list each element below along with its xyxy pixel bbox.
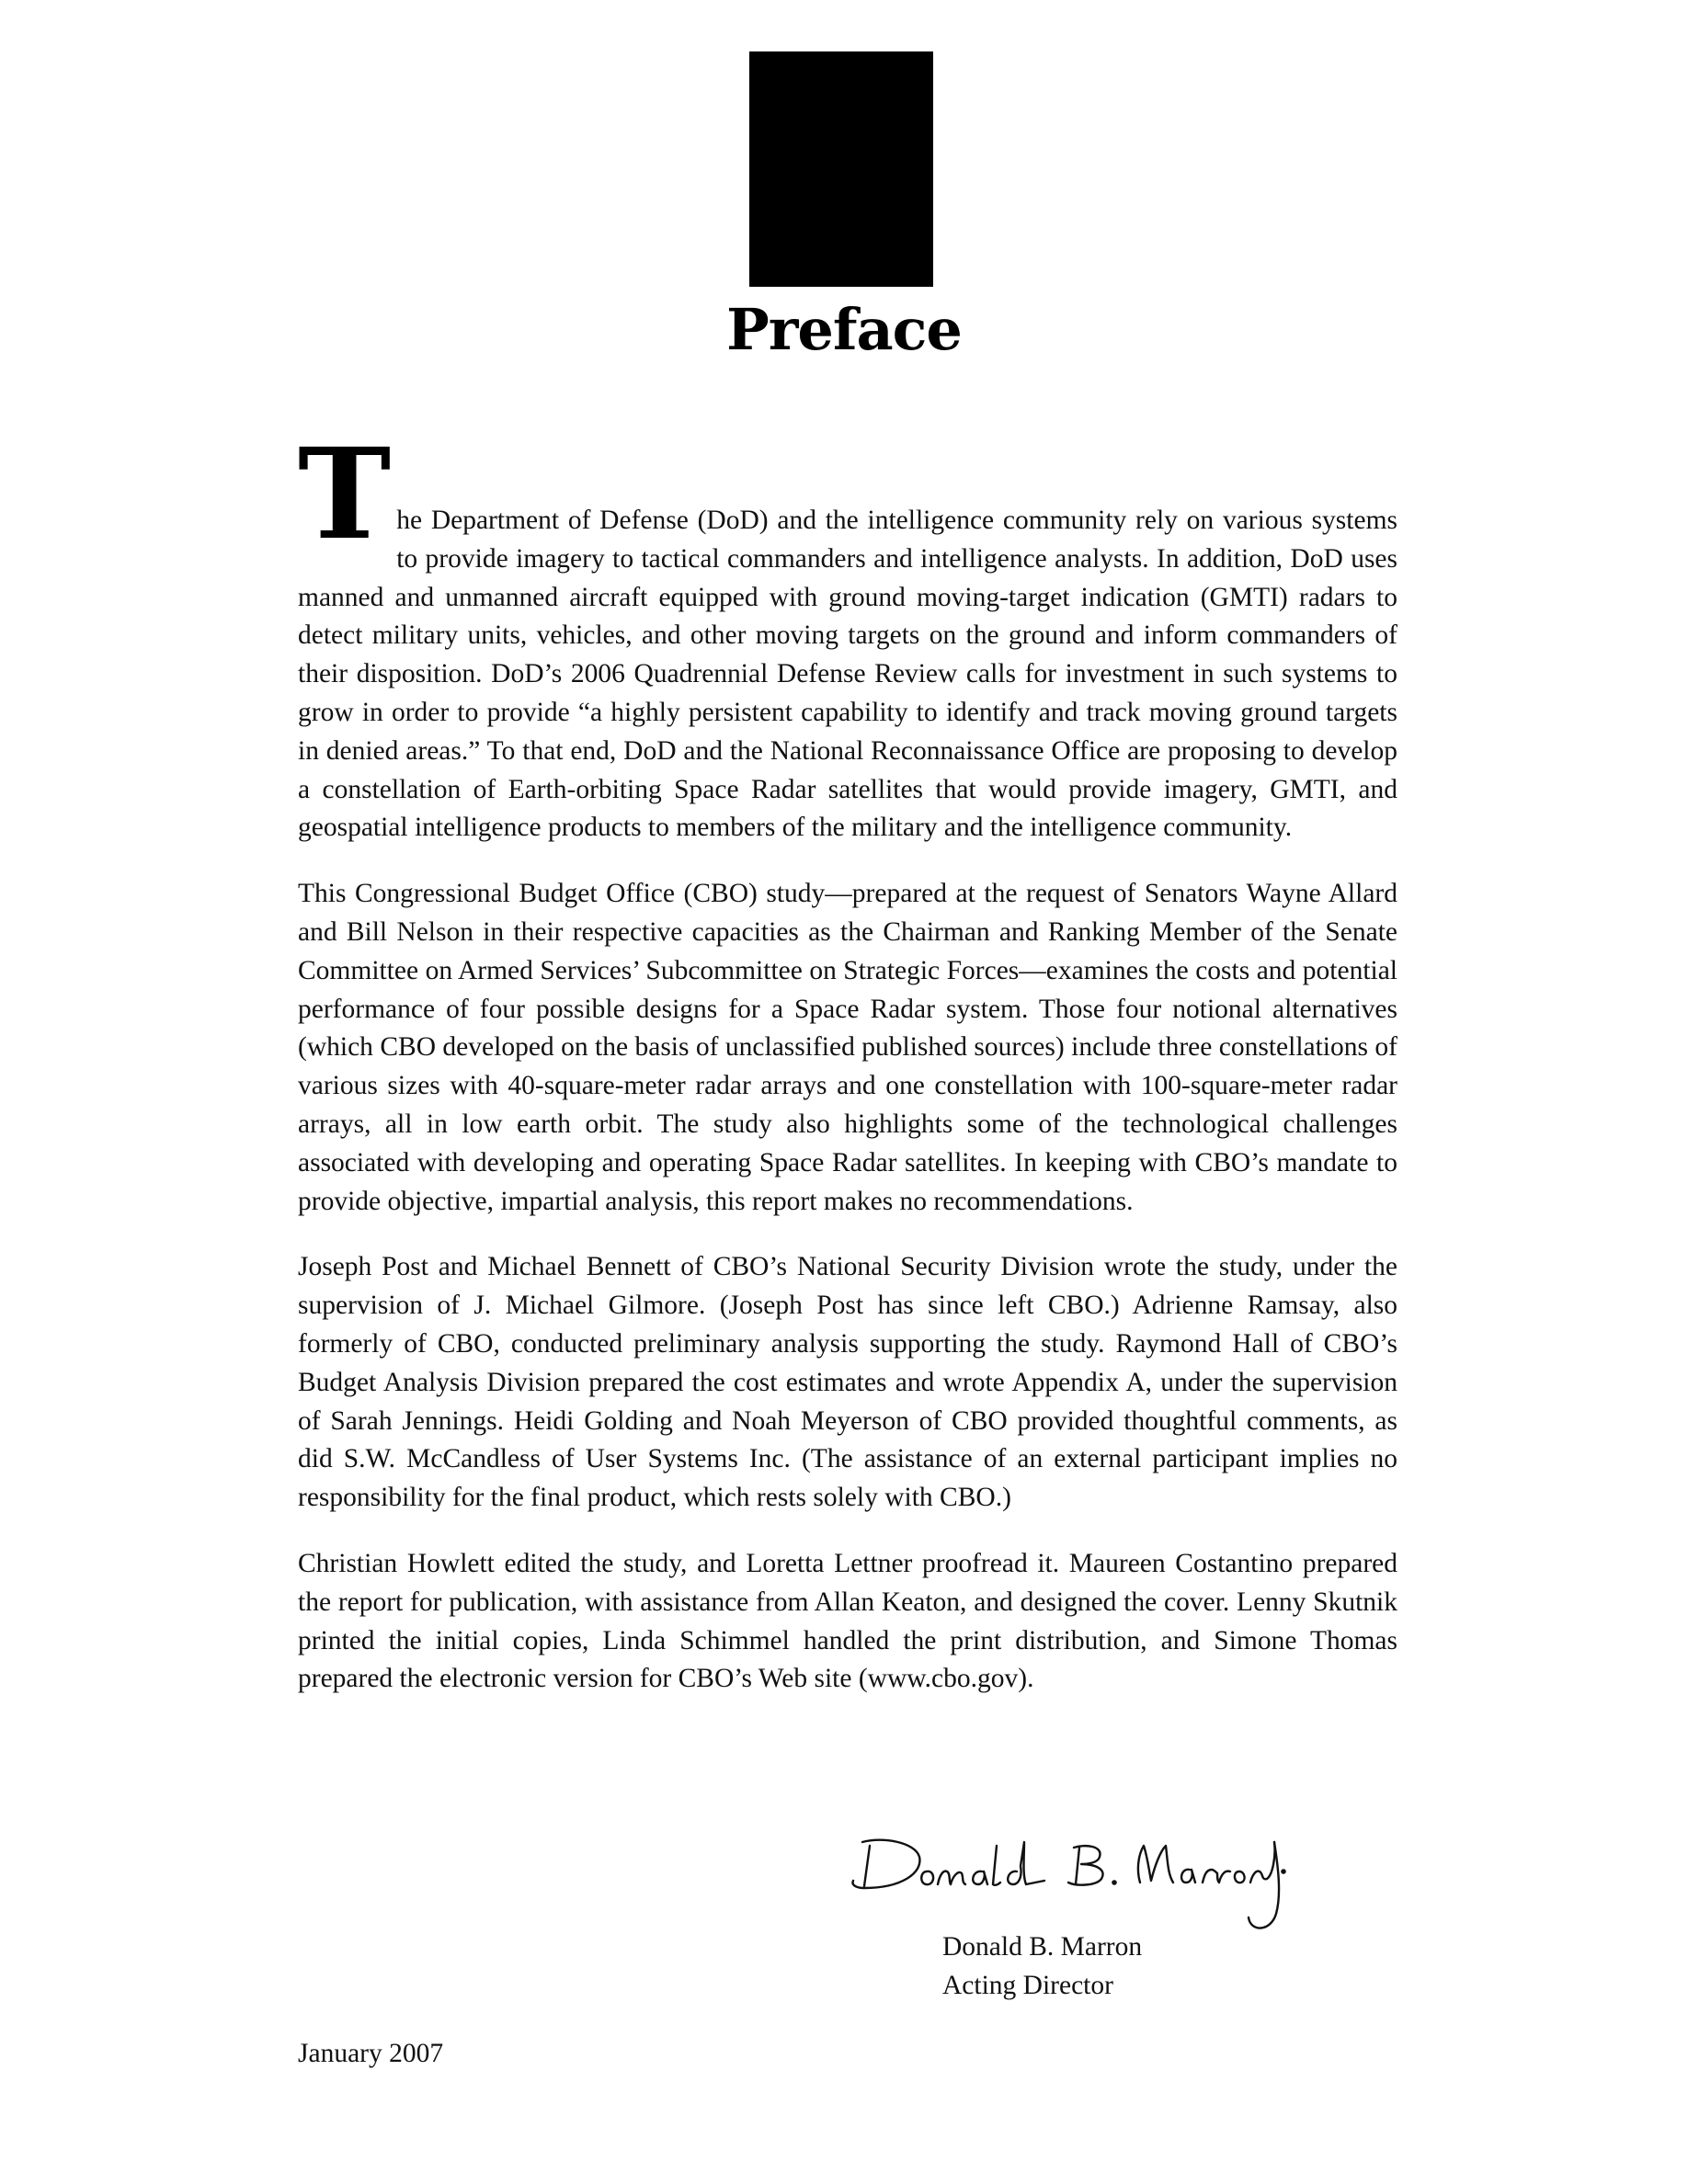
paragraph-1 (298, 421, 1397, 847)
signature-drawing (827, 1829, 1287, 1939)
paragraph-1-text: he Department of Defense (DoD) and the intelligence community rely on various systems to provide imagery to tactical commanders and intelligence analysts. In addition, DoD uses manned and unmanned aircraft equipped with ground moving-target indication (GMTI) radars to detect military units, vehicles, and other moving targets on the ground and inform commanders of their disposition. DoD’s 2006 Quadrennial Defense Review calls for investment in such systems to grow in order to provide “a highly persistent capability to identify and track moving ground targets in denied areas.” To that end, DoD and the National Reconnaissance Office are proposing to develop a constellation of Earth-orbiting Space Radar satellites that would provide imagery, GMTI, and geospatial intelligence products to members of the military and the intelligence community. (298, 506, 1397, 843)
page-title: Preface (726, 296, 962, 363)
preface-body (298, 421, 1397, 1726)
paragraph-3: Joseph Post and Michael Bennett of CBO’s National Security Division wrote the study, under the supervision of J. Michael Gilmore. (Joseph Post has since left CBO.) Adrienne Ramsay, also formerly of CBO, conducted preliminary analysis supporting the study. Raymond Hall of CBO’s Budget Analysis Division prepared the cost estimates and wrote Appendix A, under the supervision of Sarah Jennings. Heidi Golding and Noah Meyerson of CBO provided thoughtful comments, as did S.W. McCandless of User Systems Inc. (The assistance of an external participant implies no responsibility for the final product, which rests solely with CBO.) (298, 1252, 1397, 1513)
paragraph-2: This Congressional Budget Office (CBO) study—prepared at the request of Senators Wayne Allard and Bill Nelson in their respective capacities as the Chairman and Ranking Member of the Senate Committee on Armed Services’ Subcommittee on Strategic Forces—examines the costs and potential performance of four possible designs for a Space Radar system. Those four notional alternatives (which CBO developed on the basis of unclassified published sources) include three constellations of various sizes with 40-square-meter radar arrays and one constellation with 100-square-meter radar arrays, all in low earth orbit. The study also highlights some of the technological challenges associated with developing and operating Space Radar satellites. In keeping with CBO’s mandate to provide objective, impartial analysis, this report makes no recommendations. (298, 879, 1397, 1216)
paragraph-4: Christian Howlett edited the study, and Loretta Lettner proofread it. Maureen Costantino prepared the report for publication, with assistance from Allan Keaton, and designed the cover. Lenny Skutnik printed the initial copies, Linda Schimmel handled the print distribution, and Simone Thomas prepared the electronic version for CBO’s Web site (www.cbo.gov). (298, 1548, 1397, 1694)
publication-date: January 2007 (298, 2039, 444, 2068)
signatory-name: Donald B. Marron (942, 1932, 1143, 1962)
drop-cap: T (298, 421, 392, 568)
signatory-title: Acting Director (942, 1970, 1113, 2000)
signature-block (942, 1928, 1142, 2006)
decorative-black-block (749, 51, 933, 287)
handwritten-signature (827, 1829, 1287, 1939)
